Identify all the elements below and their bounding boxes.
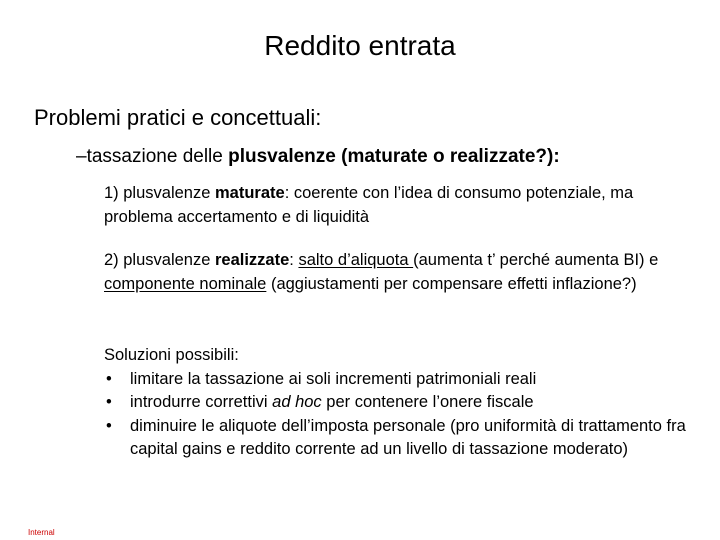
solution-1-text: limitare la tassazione ai soli incrementi patrimoniali reali xyxy=(130,369,537,388)
bullet: • xyxy=(106,416,112,435)
subheading xyxy=(76,144,560,169)
subheading-bold: plusvalenze (maturate o realizzate?): xyxy=(228,146,560,167)
p2-text-d: (aumenta t’ perché aumenta BI) e xyxy=(413,251,659,269)
p2-text-e: (aggiustamenti per compensare effetti inflazione?) xyxy=(266,274,637,293)
p2-text-c: : xyxy=(289,251,299,269)
p1-text-c: : coerente con l’idea di consumo potenziale, ma problema accertamento e di liquidità xyxy=(104,184,634,226)
p2-underline-1: salto d’aliquota xyxy=(298,251,414,269)
solutions-block xyxy=(104,344,704,462)
p2-bold: realizzate xyxy=(214,251,290,269)
solution-2-text-a: introdurre correttivi xyxy=(130,393,273,411)
list-item xyxy=(104,368,704,392)
list-item xyxy=(104,415,704,462)
footer-label: Internal xyxy=(28,528,55,537)
solution-3-text: diminuire le aliquote dell’imposta personale (pro uniformità di trattamento fra capital gains e reddito corrente ad un livello di tassazione moderato) xyxy=(130,416,686,458)
subheading-text: tassazione delle xyxy=(86,146,229,167)
bullet: • xyxy=(106,369,112,388)
paragraph-realizzate xyxy=(104,249,704,296)
bullet: • xyxy=(106,393,112,411)
solution-2-italic: ad hoc xyxy=(272,393,322,411)
paragraph-maturate xyxy=(104,182,704,229)
p2-text-a: 2) plusvalenze xyxy=(104,251,215,269)
solutions-heading: Soluzioni possibili: xyxy=(104,346,239,364)
dash-marker: – xyxy=(76,146,87,167)
solutions-list xyxy=(104,368,704,462)
slide-title: Reddito entrata xyxy=(264,30,456,61)
p2-underline-2: componente nominale xyxy=(104,274,267,293)
p1-bold: maturate xyxy=(214,184,285,202)
section-heading: Problemi pratici e concettuali: xyxy=(34,105,322,130)
solution-2-text-c: per contenere l’onere fiscale xyxy=(321,393,534,411)
list-item xyxy=(104,391,704,415)
p1-text-a: 1) plusvalenze xyxy=(104,184,215,202)
